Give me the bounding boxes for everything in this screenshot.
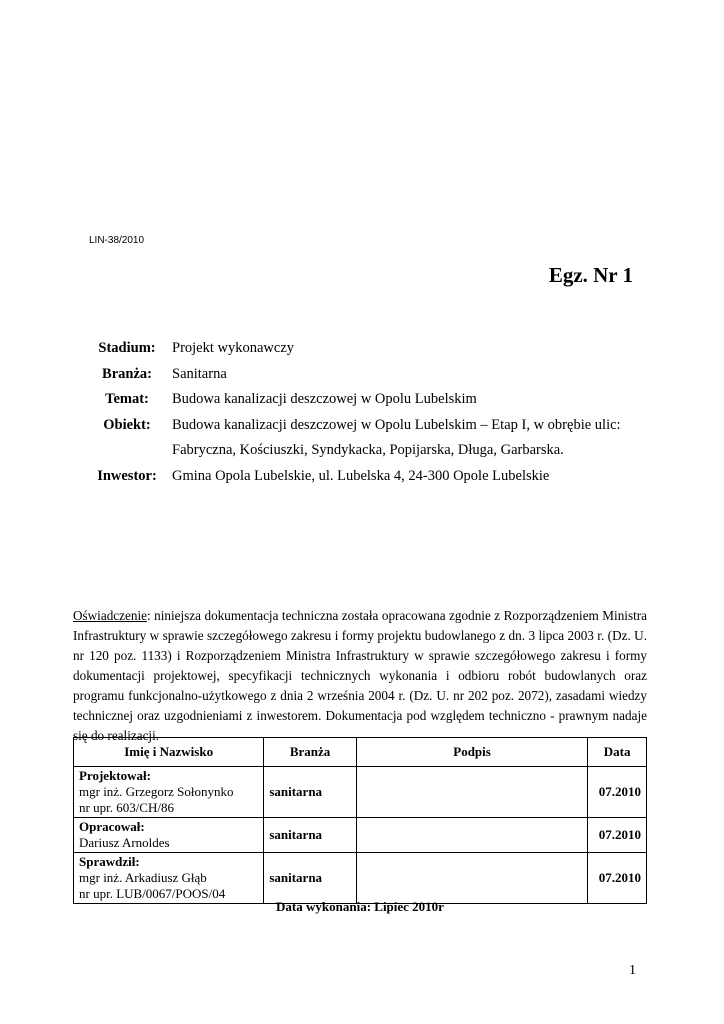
meta-value — [172, 362, 652, 388]
meta-value-line: Budowa kanalizacji deszczowej w Opolu Lubelskim — [172, 391, 477, 407]
declaration-text: : niniejsza dokumentacja techniczna została opracowana zgodnie z Rozporządzeniem Ministra Infrastruktury w sprawie szczegółowego zakresu i formy projektu budowlanego z dn. 3 lipca 2003 r. (Dz. U. nr 120 poz. 1133) i Rozporządzeniem Ministra Infrastruktury w sprawie szczegółowego zakresu i formy dokumentacji projektowej, specyfikacji technicznych wykonania i odbioru robót budowlanych oraz programu funkcjonalno-użytkowego z dnia 2 września 2004 r. (Dz. U. nr 202 poz. 2072), zasadami wiedzy technicznej oraz uzgodnieniami z inwestorem. Dokumentacja pod względem techniczno - prawnym nadaje się do realizacji. — [73, 608, 647, 743]
signature-cell — [356, 818, 587, 853]
date-cell: 07.2010 — [588, 818, 647, 853]
meta-label: Stadium: — [98, 340, 156, 356]
header-branch: Branża — [264, 738, 356, 767]
person-line: nr upr. 603/CH/86 — [79, 800, 174, 815]
person-cell — [74, 818, 264, 853]
signature-cell — [356, 853, 587, 904]
copy-number: Egz. Nr 1 — [548, 263, 633, 287]
meta-label: Inwestor: — [97, 467, 157, 484]
meta-value-line: Fabryczna, Kościuszki, Syndykacka, Popijarska, Długa, Garbarska. — [172, 442, 564, 458]
meta-row-object — [82, 413, 652, 464]
meta-value — [172, 336, 652, 362]
person-cell — [74, 767, 264, 818]
meta-value — [172, 413, 652, 464]
branch-cell: sanitarna — [264, 853, 356, 904]
declaration-paragraph — [73, 606, 647, 746]
person-cell — [74, 853, 264, 904]
meta-row-subject — [82, 387, 652, 413]
signature-cell — [356, 767, 587, 818]
person-role: Opracował: — [79, 819, 145, 834]
page-number: 1 — [629, 963, 636, 978]
person-line: Dariusz Arnoldes — [79, 835, 170, 850]
date-cell: 07.2010 — [588, 767, 647, 818]
meta-value-line: Gmina Opola Lubelskie, ul. Lubelska 4, 24-300 Opole Lubelskie — [172, 467, 550, 484]
header-signature: Podpis — [356, 738, 587, 767]
completion-date: Data wykonania: Lipiec 2010r — [276, 899, 444, 914]
branch-cell: sanitarna — [264, 818, 356, 853]
meta-label: Branża: — [102, 365, 152, 382]
header-name: Imię i Nazwisko — [74, 738, 264, 767]
table-row — [74, 853, 647, 904]
meta-row-branch — [82, 362, 652, 388]
meta-row-stage — [82, 336, 652, 362]
person-role: Sprawdził: — [79, 854, 140, 869]
table-header-row — [74, 738, 647, 767]
meta-value-line: Budowa kanalizacji deszczowej w Opolu Lubelskim – Etap I, w obrębie ulic: — [172, 416, 621, 433]
person-line: mgr inż. Arkadiusz Głąb — [79, 870, 207, 885]
header-date: Data — [588, 738, 647, 767]
meta-label: Temat: — [105, 391, 149, 407]
table-row — [74, 767, 647, 818]
project-metadata — [82, 336, 652, 489]
meta-row-investor — [82, 464, 652, 490]
person-line: nr upr. LUB/0067/POOS/04 — [79, 886, 226, 901]
document-number: LIN-38/2010 — [89, 235, 145, 246]
declaration-label: Oświadczenie — [73, 608, 147, 623]
meta-value — [172, 464, 652, 490]
branch-cell: sanitarna — [264, 767, 356, 818]
authors-table — [73, 737, 647, 904]
person-role: Projektował: — [79, 768, 151, 783]
meta-value-line: Projekt wykonawczy — [172, 340, 295, 356]
meta-value-line: Sanitarna — [172, 365, 227, 382]
date-cell: 07.2010 — [588, 853, 647, 904]
meta-label: Obiekt: — [103, 416, 151, 433]
meta-value — [172, 387, 652, 413]
person-line: mgr inż. Grzegorz Sołonynko — [79, 784, 234, 799]
table-row — [74, 818, 647, 853]
